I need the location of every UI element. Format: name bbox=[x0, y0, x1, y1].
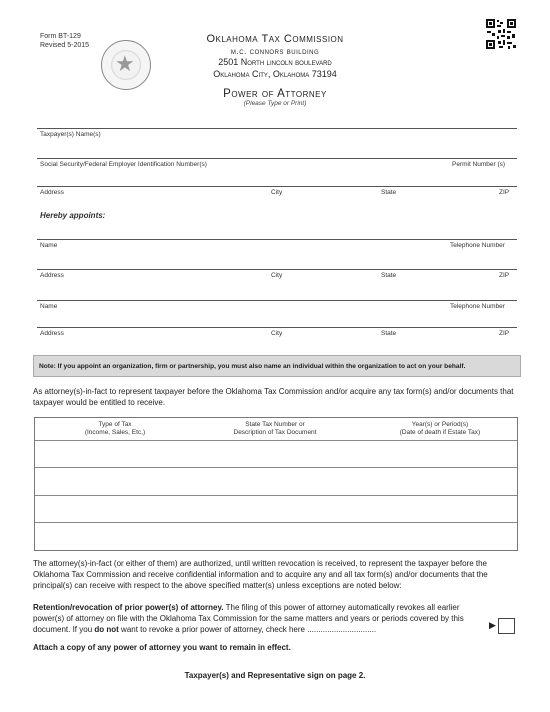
keep-prior-poa-checkbox[interactable] bbox=[498, 618, 515, 634]
state-seal-icon: ★ bbox=[101, 40, 151, 90]
table-header-divider bbox=[35, 440, 517, 441]
rep2-phone-label: Telephone Number bbox=[450, 303, 505, 310]
retention-text-1: The filing of this power of attorney automatically revokes all earlier power(s) of attorney on file with the Oklahoma Tax Commission for the same matters and years or periods covered by this document. If you bbox=[33, 603, 464, 634]
taxpayer-name-label: Taxpayer(s) Name(s) bbox=[40, 131, 101, 138]
taxpayer-city-label: City bbox=[271, 189, 283, 196]
rep2-name-field[interactable] bbox=[37, 300, 517, 301]
rep2-address-label: Address bbox=[40, 330, 64, 337]
rep2-state-label: State bbox=[381, 330, 397, 337]
rep1-state-label: State bbox=[381, 272, 397, 279]
taxpayer-state-label: State bbox=[381, 189, 397, 196]
table-row-divider bbox=[35, 495, 517, 496]
col-type-of-tax: Type of Tax (Income, Sales, Etc,) bbox=[84, 421, 146, 436]
agency-street: 2501 North lincoln boulevard bbox=[218, 57, 332, 67]
hereby-appoints: Hereby appoints: bbox=[40, 211, 106, 220]
taxpayer-address-field[interactable] bbox=[37, 186, 517, 187]
retention-heading: Retention/revocation of prior power(s) of attorney. bbox=[33, 603, 224, 612]
authorization-paragraph: The attorney(s)-in-fact (or either of them) are authorized, until written revocation is received, to represent the taxpayer before the Oklahoma Tax Commission and receive confidential information and to acquire any and all tax form(s) and/or documents that the principal(s) can receive with respect to the above specified matter(s) unless exceptions are noted below: bbox=[33, 559, 488, 590]
col-years-periods: Year(s) or Period(s) (Date of death if Estate Tax) bbox=[399, 421, 481, 436]
rep2-address-field[interactable] bbox=[37, 327, 517, 328]
rep2-name-label: Name bbox=[40, 303, 58, 310]
agency-name: Oklahoma Tax Commission bbox=[206, 33, 344, 45]
col-state-tax-number: State Tax Number or Description of Tax Document bbox=[233, 421, 317, 436]
rep1-city-label: City bbox=[271, 272, 283, 279]
rep1-name-field[interactable] bbox=[37, 239, 517, 240]
rep1-name-label: Name bbox=[40, 242, 58, 249]
form-title: Power of Attorney bbox=[223, 88, 327, 100]
intro-paragraph: As attorney(s)-in-fact to represent taxpayer before the Oklahoma Tax Commission and/or acquire any tax form(s) and/or documents that taxpayer would be entitled to receive. bbox=[33, 387, 514, 407]
rep1-zip-label: ZIP bbox=[499, 272, 510, 279]
taxpayer-name-field[interactable] bbox=[37, 128, 517, 129]
sign-page-2-note: Taxpayer(s) and Representative sign on page 2. bbox=[184, 671, 366, 680]
table-row-divider bbox=[35, 467, 517, 468]
rep1-address-field[interactable] bbox=[37, 269, 517, 270]
ssn-field[interactable] bbox=[37, 158, 517, 159]
form-subtitle: (Please Type or Print) bbox=[243, 100, 307, 107]
rep2-city-label: City bbox=[271, 330, 283, 337]
agency-city: Oklahoma City, Oklahoma 73194 bbox=[213, 69, 337, 79]
rep1-phone-label: Telephone Number bbox=[450, 242, 505, 249]
ssn-label: Social Security/Federal Employer Identification Number(s) bbox=[40, 161, 207, 168]
rep1-address-label: Address bbox=[40, 272, 64, 279]
retention-text-2: want to revoke a prior power of attorney, check here ............................... bbox=[118, 625, 377, 634]
attach-copy-note: Attach a copy of any power of attorney you want to remain in effect. bbox=[33, 643, 291, 652]
rep2-zip-label: ZIP bbox=[499, 330, 510, 337]
taxpayer-zip-label: ZIP bbox=[499, 189, 510, 196]
permit-label: Permit Number (s) bbox=[452, 161, 506, 168]
retention-do-not: do not bbox=[94, 625, 119, 634]
form-number: Form BT-129 bbox=[40, 33, 81, 40]
taxpayer-address-label: Address bbox=[40, 189, 64, 196]
agency-building: m.c. connors building bbox=[230, 46, 320, 56]
tax-matters-table bbox=[34, 417, 518, 551]
organization-note: Note: If you appoint an organization, firm or partnership, you must also name an individual within the organization to act on your behalf. bbox=[33, 355, 521, 377]
form-revised: Revised 5-2015 bbox=[40, 42, 90, 49]
retention-paragraph bbox=[33, 602, 488, 635]
table-row-divider bbox=[35, 522, 517, 523]
arrow-right-icon: ▶ bbox=[489, 620, 496, 630]
